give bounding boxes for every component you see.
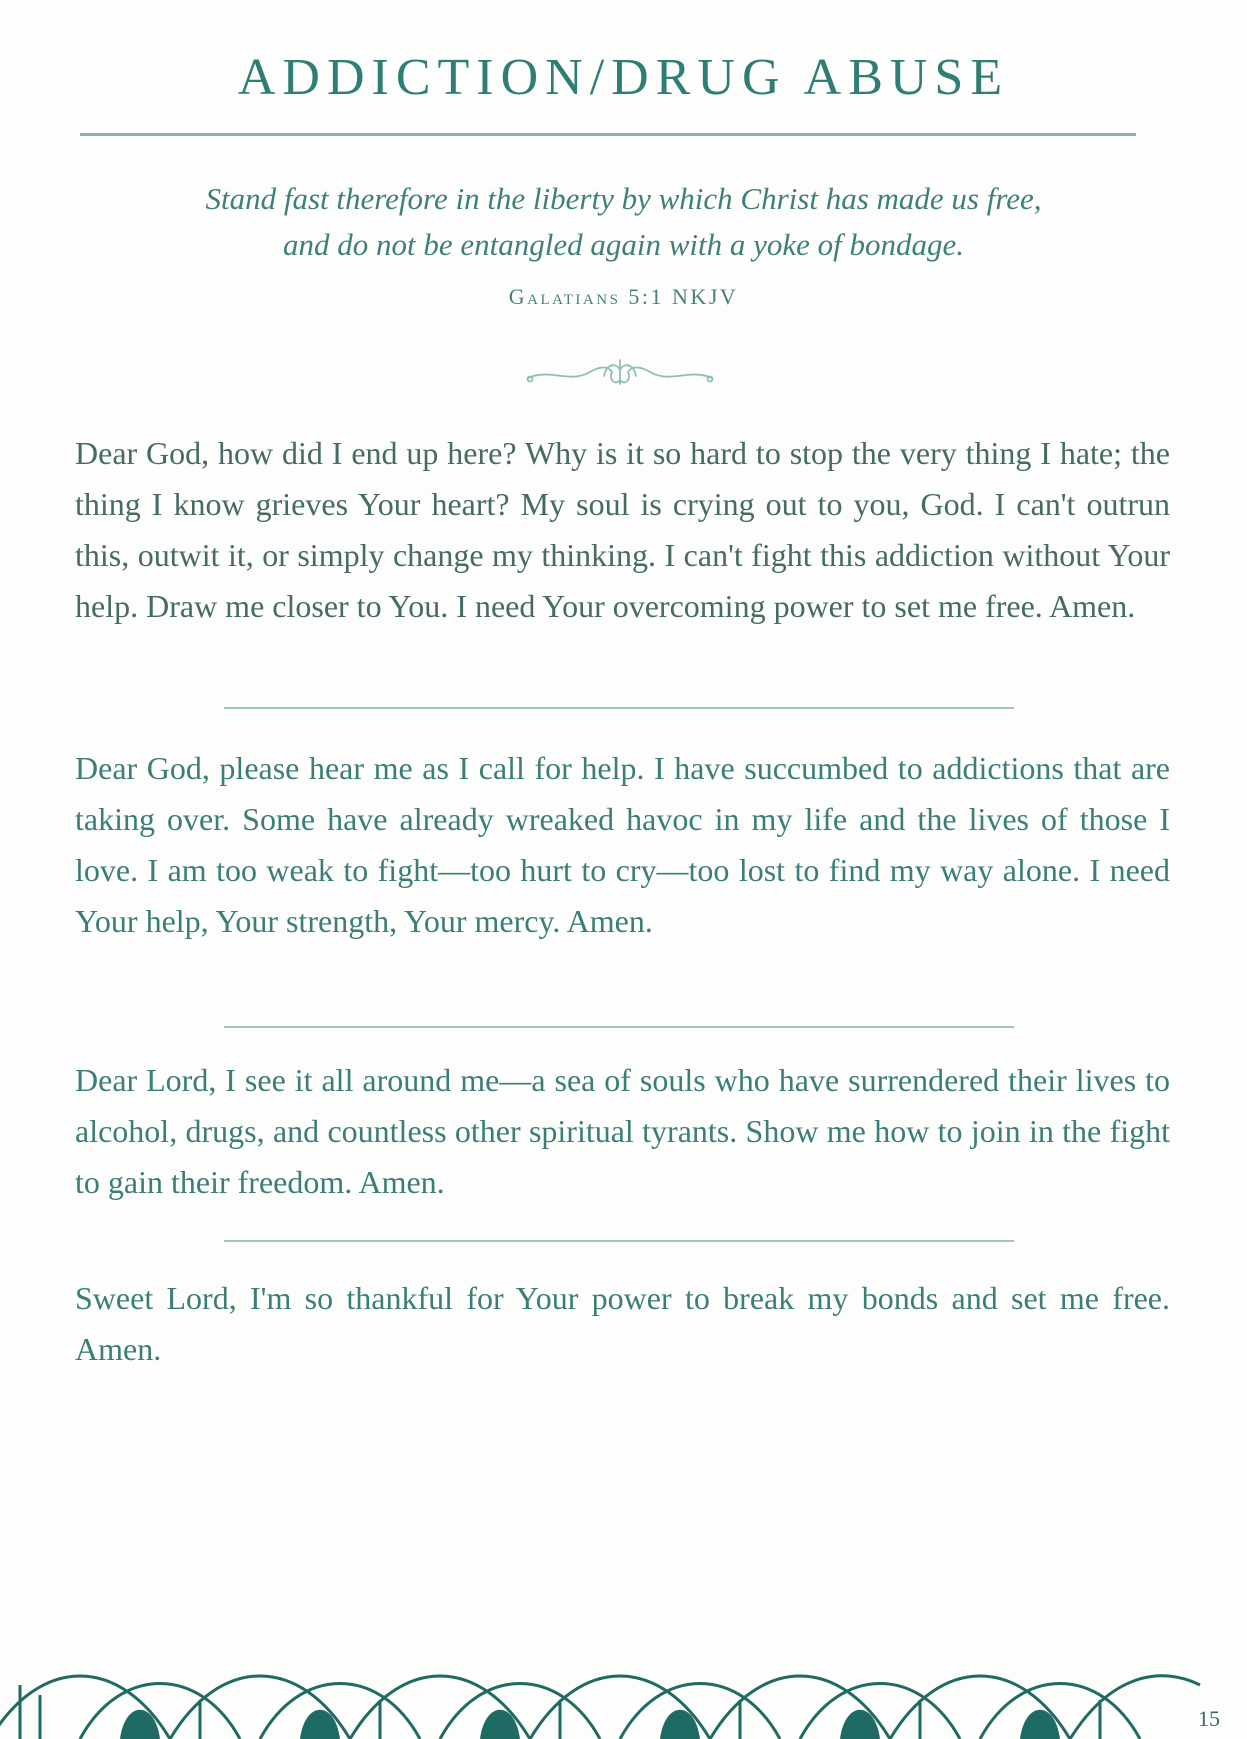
page-title: ADDICTION/DRUG ABUSE [237,49,1010,106]
prayer-divider [224,707,1014,709]
verse-line-1: Stand fast therefore in the liberty by which Christ has made us free, [205,181,1042,216]
prayer-paragraph: Dear Lord, I see it all around me—a sea of souls who have surrendered their lives to alcohol, drugs, and countless other spiritual tyrants. Show me how to join in the fight to gain their freedom. Amen. [75,1062,1170,1200]
page-number: 15 [1198,1706,1220,1731]
prayer-divider [224,1026,1014,1028]
prayer-divider [224,1240,1014,1242]
title-rule [80,133,1136,136]
prayer-paragraph: Sweet Lord, I'm so thankful for Your power to break my bonds and set me free. Amen. [75,1280,1170,1367]
flourish-icon [520,354,720,390]
scripture-reference: Galatians 5:1 NKJV [508,284,739,309]
prayer-paragraph: Dear God, how did I end up here? Why is it so hard to stop the very thing I hate; the thing I know grieves Your heart? My soul is crying out to you, God. I can't outrun this, outwit it, or simply change my thinking. I can't fight this addiction without Your help. Draw me closer to You. I need Your overcoming power to set me free. Amen. [75,435,1170,624]
verse-line-2: and do not be entangled again with a yoke of bondage. [282,227,965,262]
arch-pattern-border [0,1645,1247,1739]
scripture-verse [90,176,1157,268]
prayer-paragraph: Dear God, please hear me as I call for help. I have succumbed to addictions that are taking over. Some have already wreaked havoc in my life and the lives of those I love. I am too weak to fight—too hurt to cry—too lost to find my way alone. I need Your help, Your strength, Your mercy. Amen. [75,750,1170,939]
